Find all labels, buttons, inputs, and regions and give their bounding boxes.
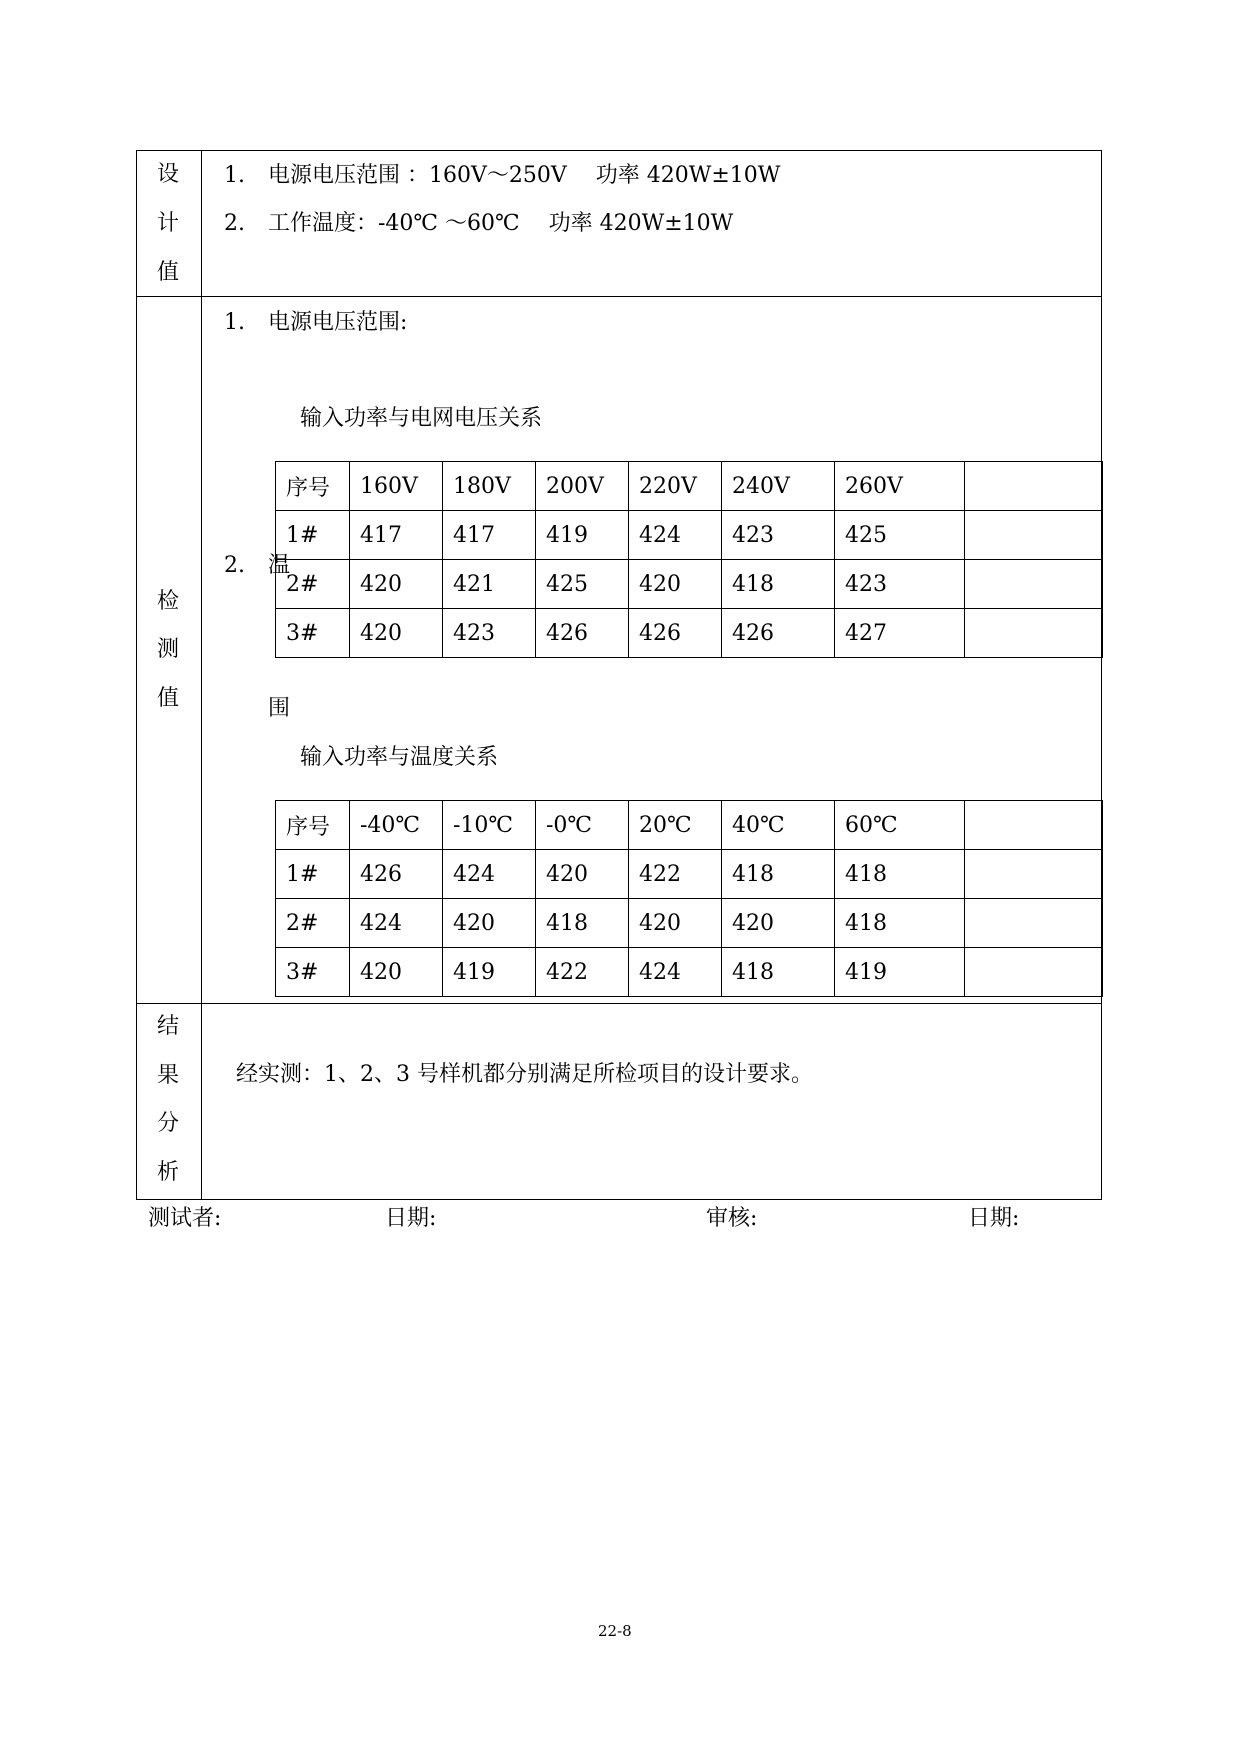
result-text: 经实测：1、2、3 号样机都分别满足所检项目的设计要求。 xyxy=(236,1062,813,1087)
report-table xyxy=(136,150,1102,1200)
design-label-char: 计 xyxy=(157,211,180,236)
temperature-table-cell: 418 xyxy=(722,850,835,899)
voltage-table-header-cell: 240V xyxy=(722,462,835,511)
temperature-table-cell: 424 xyxy=(350,899,443,948)
temperature-table-row xyxy=(276,899,1103,948)
voltage-table-cell xyxy=(965,609,1103,658)
voltage-table-cell: 1# xyxy=(276,511,350,560)
measured-label-char: 值 xyxy=(157,686,180,711)
voltage-table-cell: 426 xyxy=(629,609,722,658)
design-item-number: 2. xyxy=(224,211,245,236)
voltage-table-cell: 421 xyxy=(443,560,536,609)
measured-label-char: 检 xyxy=(157,589,180,614)
measured-item-number: 1. xyxy=(224,310,245,335)
temperature-power-table xyxy=(275,800,1103,997)
temperature-table-cell: 420 xyxy=(629,899,722,948)
temperature-table-cell: 426 xyxy=(350,850,443,899)
voltage-table-cell: 426 xyxy=(722,609,835,658)
voltage-table-cell: 426 xyxy=(536,609,629,658)
result-label-char: 分 xyxy=(157,1111,180,1136)
voltage-table-row xyxy=(276,609,1103,658)
temperature-table-header-cell: 20℃ xyxy=(629,801,722,850)
result-label-char: 果 xyxy=(157,1063,180,1088)
temperature-table-header-cell: 序号 xyxy=(276,801,350,850)
voltage-table-cell: 418 xyxy=(722,560,835,609)
measured-item-text: 电源电压范围: xyxy=(268,310,408,335)
result-label-char: 结 xyxy=(157,1014,180,1039)
voltage-table-cell: 420 xyxy=(350,609,443,658)
voltage-power-table xyxy=(275,461,1103,658)
voltage-table-header-cell: 260V xyxy=(835,462,965,511)
voltage-table-cell: 427 xyxy=(835,609,965,658)
temperature-table-cell xyxy=(965,948,1103,997)
temperature-table-cell: 420 xyxy=(350,948,443,997)
temperature-table-cell: 424 xyxy=(443,850,536,899)
voltage-table-cell: 417 xyxy=(443,511,536,560)
voltage-table-cell: 425 xyxy=(536,560,629,609)
design-item-number: 1. xyxy=(224,163,245,188)
temperature-table-cell: 418 xyxy=(722,948,835,997)
footer-date: 日期: xyxy=(385,1206,437,1231)
temperature-table-cell: 1# xyxy=(276,850,350,899)
voltage-table-header-cell: 180V xyxy=(443,462,536,511)
design-label-char: 设 xyxy=(157,162,180,187)
voltage-table-cell: 3# xyxy=(276,609,350,658)
temperature-table-header-cell: -40℃ xyxy=(350,801,443,850)
voltage-table-header-cell: 200V xyxy=(536,462,629,511)
temperature-table-row xyxy=(276,850,1103,899)
temperature-table-cell: 419 xyxy=(443,948,536,997)
temperature-table-cell: 420 xyxy=(536,850,629,899)
temperature-table-cell xyxy=(965,850,1103,899)
temperature-table-cell: 3# xyxy=(276,948,350,997)
row-divider-design xyxy=(136,296,1102,297)
table2-caption: 输入功率与温度关系 xyxy=(300,745,499,770)
temperature-table-cell: 420 xyxy=(443,899,536,948)
footer-reviewer: 审核: xyxy=(706,1206,758,1231)
temperature-table-header-cell xyxy=(965,801,1103,850)
voltage-table-cell: 425 xyxy=(835,511,965,560)
voltage-table-header-cell: 220V xyxy=(629,462,722,511)
measured-item-text: 围 xyxy=(268,696,291,721)
voltage-table-cell: 423 xyxy=(835,560,965,609)
design-item-text: 工作温度：-40℃ ～60℃ 功率 420W±10W xyxy=(268,211,734,236)
temperature-table-row xyxy=(276,948,1103,997)
temperature-table-cell: 422 xyxy=(629,850,722,899)
voltage-table-header-row xyxy=(276,462,1103,511)
temperature-table-cell: 418 xyxy=(835,850,965,899)
voltage-table-row xyxy=(276,560,1103,609)
measured-item-text: 温 xyxy=(268,553,291,578)
voltage-table-cell: 424 xyxy=(629,511,722,560)
temperature-table-header-cell: -0℃ xyxy=(536,801,629,850)
voltage-table-cell xyxy=(965,511,1103,560)
voltage-table-cell xyxy=(965,560,1103,609)
voltage-table-cell: 423 xyxy=(443,609,536,658)
temperature-table-header-cell: -10℃ xyxy=(443,801,536,850)
voltage-table-cell: 417 xyxy=(350,511,443,560)
voltage-table-header-cell: 160V xyxy=(350,462,443,511)
measured-label-char: 测 xyxy=(157,637,180,662)
voltage-table-cell: 423 xyxy=(722,511,835,560)
voltage-table-cell: 2# xyxy=(276,560,350,609)
label-column-divider xyxy=(201,150,202,1200)
result-label-char: 析 xyxy=(157,1160,180,1185)
temperature-table-header-cell: 60℃ xyxy=(835,801,965,850)
design-label-char: 值 xyxy=(157,260,180,285)
voltage-table-header-cell xyxy=(965,462,1103,511)
temperature-table-header-cell: 40℃ xyxy=(722,801,835,850)
temperature-table-cell: 418 xyxy=(835,899,965,948)
temperature-table-header-row xyxy=(276,801,1103,850)
temperature-table-cell: 2# xyxy=(276,899,350,948)
footer-date: 日期: xyxy=(968,1206,1020,1231)
footer-tester: 测试者: xyxy=(148,1206,222,1231)
voltage-table-row xyxy=(276,511,1103,560)
voltage-table-header-cell: 序号 xyxy=(276,462,350,511)
temperature-table-cell: 419 xyxy=(835,948,965,997)
table1-caption: 输入功率与电网电压关系 xyxy=(300,406,543,431)
design-item-text: 电源电压范围 ：160V～250V 功率 420W±10W xyxy=(268,163,781,188)
temperature-table-cell: 424 xyxy=(629,948,722,997)
measured-item-number: 2. xyxy=(224,553,245,578)
temperature-table-cell: 418 xyxy=(536,899,629,948)
voltage-table-cell: 419 xyxy=(536,511,629,560)
temperature-table-cell: 422 xyxy=(536,948,629,997)
temperature-table-cell: 420 xyxy=(722,899,835,948)
page-number: 22-8 xyxy=(598,1622,632,1640)
voltage-table-cell: 420 xyxy=(629,560,722,609)
row-divider-measured xyxy=(136,1003,1102,1004)
temperature-table-cell xyxy=(965,899,1103,948)
voltage-table-cell: 420 xyxy=(350,560,443,609)
